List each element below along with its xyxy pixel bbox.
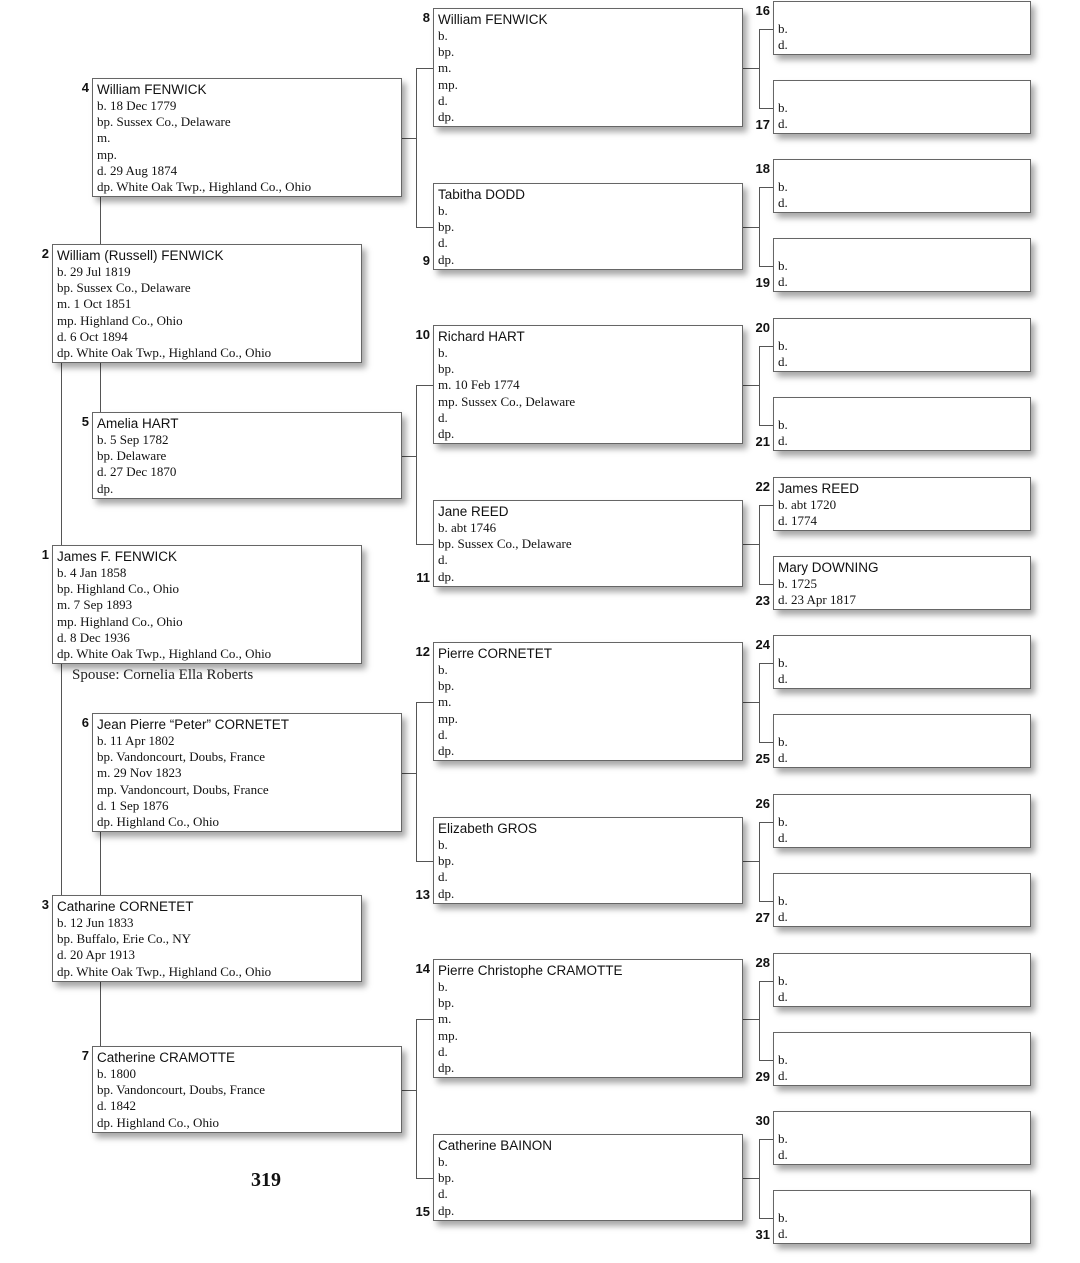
person-name [778, 400, 1026, 417]
person-name: William (Russell) FENWICK [57, 248, 224, 263]
person-name: Mary DOWNING [778, 560, 879, 575]
person-fact: b. [778, 1131, 788, 1146]
person-box-19 [773, 238, 1031, 292]
connector-line [759, 742, 773, 743]
person-name: Richard HART [438, 329, 525, 344]
person-fact: d. [438, 1043, 448, 1059]
spouse-note: Spouse: Cornelia Ella Roberts [72, 667, 254, 683]
person-box-5 [92, 412, 402, 499]
ahnentafel-number: 19 [755, 275, 770, 290]
person-box-20 [773, 318, 1031, 372]
person-fact: bp. Sussex Co., Delaware [97, 114, 231, 130]
ahnentafel-number: 8 [422, 10, 430, 25]
person-fact: bp. [438, 995, 455, 1011]
person-fact: bp. [438, 361, 455, 377]
ahnentafel-number: 16 [755, 3, 770, 18]
person-fact: b. 5 Sep 1782 [97, 432, 169, 447]
person-fact: dp. [438, 1060, 455, 1076]
connector-line [759, 663, 760, 743]
person-fact: bp. Vandoncourt, Doubs, France [97, 1082, 266, 1098]
connector-line [61, 363, 62, 545]
person-fact: d. 6 Oct 1894 [57, 328, 128, 344]
connector-line [416, 1019, 417, 1179]
person-fact: b. [438, 979, 448, 994]
connector-line [416, 1178, 433, 1179]
ahnentafel-number: 22 [755, 479, 770, 494]
connector-line [743, 68, 759, 69]
person-fact: m. [438, 60, 452, 76]
person-box-15 [433, 1134, 743, 1221]
person-fact: d. [778, 37, 788, 52]
ahnentafel-number: 20 [755, 320, 770, 335]
connector-line [416, 702, 433, 703]
person-box-25 [773, 714, 1031, 768]
person-fact: bp. Sussex Co., Delaware [57, 280, 191, 296]
person-name [778, 1193, 1026, 1210]
ahnentafel-number: 11 [416, 570, 430, 585]
ahnentafel-number: 29 [755, 1069, 770, 1084]
person-fact: b. 18 Dec 1779 [97, 98, 177, 113]
person-fact: b. abt 1746 [438, 520, 497, 535]
person-fact: d. [778, 989, 788, 1004]
person-box-30 [773, 1111, 1031, 1165]
person-box-22 [773, 477, 1031, 531]
person-fact: d. [438, 92, 448, 108]
person-name [778, 83, 1026, 100]
person-box-12 [433, 642, 743, 761]
connector-line [759, 901, 773, 902]
person-fact: d. [778, 830, 788, 845]
person-name: Elizabeth GROS [438, 821, 538, 836]
person-fact: b. [438, 837, 448, 852]
person-name: Jane REED [438, 504, 509, 519]
connector-line [759, 1060, 773, 1061]
ahnentafel-number: 27 [755, 910, 770, 925]
person-fact: b. [778, 814, 788, 829]
connector-line [759, 822, 773, 823]
person-fact: dp. [438, 1202, 455, 1218]
person-name: Jean Pierre “Peter” CORNETET [97, 717, 290, 732]
connector-line [759, 1139, 760, 1219]
person-fact: d. [778, 274, 788, 289]
person-fact: mp. [97, 146, 117, 162]
person-name: William FENWICK [438, 12, 548, 27]
person-fact: mp. Highland Co., Ohio [57, 312, 183, 328]
person-name [778, 956, 1026, 973]
person-fact: d. [778, 1147, 788, 1162]
person-fact: b. 1725 [778, 576, 817, 591]
connector-line [402, 456, 416, 457]
person-box-27 [773, 873, 1031, 927]
connector-line [759, 822, 760, 902]
person-fact: d. [778, 354, 788, 369]
ahnentafel-number: 13 [415, 887, 430, 902]
person-name: Pierre CORNETET [438, 646, 553, 661]
ahnentafel-number: 28 [755, 955, 770, 970]
person-fact: d. [778, 750, 788, 765]
ahnentafel-number: 10 [415, 327, 430, 342]
person-fact: b. [778, 973, 788, 988]
person-fact: mp. Vandoncourt, Doubs, France [97, 781, 269, 797]
connector-line [759, 266, 773, 267]
person-fact: b. 1800 [97, 1066, 136, 1081]
person-fact: b. [438, 345, 448, 360]
connector-line [759, 505, 760, 585]
connector-line [743, 861, 759, 862]
person-fact: b. [778, 338, 788, 353]
person-box-7 [92, 1046, 402, 1133]
person-fact: b. abt 1720 [778, 497, 837, 512]
person-fact: d. [438, 552, 448, 568]
page-number: 319 [251, 1169, 281, 1191]
connector-line [402, 138, 416, 139]
connector-line [743, 702, 759, 703]
person-box-6 [92, 713, 402, 832]
person-fact: b. [778, 417, 788, 432]
person-fact: mp. [438, 76, 458, 92]
connector-line [416, 1019, 433, 1020]
connector-line [416, 385, 417, 545]
person-box-29 [773, 1032, 1031, 1086]
person-fact: bp. [438, 219, 455, 235]
person-fact: b. [778, 21, 788, 36]
ahnentafel-number: 31 [755, 1227, 770, 1242]
person-box-8 [433, 8, 743, 127]
person-box-11 [433, 500, 743, 587]
connector-line [743, 544, 759, 545]
person-name [778, 876, 1026, 893]
person-fact: dp. White Oak Twp., Highland Co., Ohio [57, 345, 272, 361]
person-name: Catherine BAINON [438, 1138, 553, 1153]
person-box-3 [52, 895, 362, 982]
person-name: Pierre Christophe CRAMOTTE [438, 963, 623, 978]
person-fact: d. [778, 909, 788, 924]
connector-line [743, 385, 759, 386]
connector-line [759, 1218, 773, 1219]
person-fact: b. 11 Apr 1802 [97, 733, 175, 748]
ahnentafel-number: 9 [422, 253, 430, 268]
person-box-16 [773, 1, 1031, 55]
person-fact: mp. [438, 710, 458, 726]
person-fact: bp. Delaware [97, 448, 167, 464]
person-fact: d. 27 Dec 1870 [97, 464, 177, 480]
person-fact: b. [438, 1154, 448, 1169]
person-fact: d. 23 Apr 1817 [778, 592, 856, 607]
person-name [778, 321, 1026, 338]
person-fact: mp. [438, 1027, 458, 1043]
connector-line [759, 505, 773, 506]
person-box-28 [773, 953, 1031, 1007]
person-fact: bp. Vandoncourt, Doubs, France [97, 749, 266, 765]
person-fact: mp. Sussex Co., Delaware [438, 393, 576, 409]
connector-line [416, 702, 417, 862]
person-name [778, 162, 1026, 179]
person-box-18 [773, 159, 1031, 213]
person-name [778, 4, 1026, 21]
person-fact: d. [778, 195, 788, 210]
person-fact: d. [778, 433, 788, 448]
ahnentafel-number: 14 [415, 961, 430, 976]
connector-line [759, 108, 773, 109]
person-box-24 [773, 635, 1031, 689]
person-name: William FENWICK [97, 82, 207, 97]
ahnentafel-number: 24 [755, 637, 770, 652]
connector-line [743, 1178, 759, 1179]
ahnentafel-number: 12 [415, 644, 430, 659]
person-fact: m. [438, 694, 452, 710]
person-fact: b. [778, 100, 788, 115]
person-box-2 [52, 244, 362, 363]
connector-line [759, 346, 760, 426]
person-fact: b. 29 Jul 1819 [57, 264, 131, 279]
person-fact: dp. [438, 109, 455, 125]
person-fact: d. 1842 [97, 1098, 136, 1114]
person-fact: b. [778, 179, 788, 194]
person-name [778, 717, 1026, 734]
person-fact: bp. [438, 678, 455, 694]
connector-line [416, 544, 433, 545]
ahnentafel-number: 23 [755, 593, 770, 608]
connector-line [759, 346, 773, 347]
person-fact: b. [438, 662, 448, 677]
connector-line [416, 68, 433, 69]
person-fact: b. [778, 1210, 788, 1225]
connector-line [416, 385, 433, 386]
person-fact: b. 12 Jun 1833 [57, 915, 134, 930]
person-fact: dp. [438, 426, 455, 442]
connector-line [743, 1019, 759, 1020]
person-box-23 [773, 556, 1031, 610]
person-fact: b. 4 Jan 1858 [57, 565, 127, 580]
connector-line [759, 981, 760, 1061]
person-box-17 [773, 80, 1031, 134]
person-box-26 [773, 794, 1031, 848]
connector-line [759, 1139, 773, 1140]
ahnentafel-number: 4 [81, 80, 89, 95]
person-fact: d. [438, 235, 448, 251]
person-fact: m. 7 Sep 1893 [57, 597, 133, 613]
person-fact: dp. White Oak Twp., Highland Co., Ohio [57, 963, 272, 979]
connector-line [759, 981, 773, 982]
person-name: Tabitha DODD [438, 187, 526, 202]
person-fact: d. 8 Dec 1936 [57, 629, 130, 645]
person-fact: bp. [438, 853, 455, 869]
ahnentafel-number: 25 [755, 751, 770, 766]
connector-line [759, 187, 760, 267]
person-fact: dp. [438, 568, 455, 584]
person-fact: d. [438, 869, 448, 885]
person-fact: dp. [438, 743, 455, 759]
person-name [778, 638, 1026, 655]
person-box-31 [773, 1190, 1031, 1244]
person-fact: bp. Sussex Co., Delaware [438, 536, 572, 552]
person-fact: dp. Highland Co., Ohio [97, 1114, 220, 1130]
connector-line [100, 363, 101, 412]
person-fact: dp. [438, 885, 455, 901]
person-fact: d. [778, 671, 788, 686]
person-fact: d. [438, 1186, 448, 1202]
person-fact: m. [97, 130, 111, 146]
person-fact: dp. White Oak Twp., Highland Co., Ohio [57, 646, 272, 662]
person-fact: b. [778, 734, 788, 749]
person-name [778, 797, 1026, 814]
connector-line [759, 187, 773, 188]
person-fact: bp. Highland Co., Ohio [57, 581, 180, 597]
connector-line [759, 29, 773, 30]
person-fact: d. 1 Sep 1876 [97, 797, 169, 813]
ahnentafel-number: 26 [755, 796, 770, 811]
person-fact: b. [778, 655, 788, 670]
person-fact: bp. [438, 1170, 455, 1186]
ahnentafel-number: 3 [41, 897, 49, 912]
person-box-9 [433, 183, 743, 270]
person-name: Catharine CORNETET [57, 899, 194, 914]
person-fact: d. 20 Apr 1913 [57, 947, 135, 963]
connector-line [743, 227, 759, 228]
person-fact: d. [778, 1226, 788, 1241]
person-fact: d. [438, 409, 448, 425]
person-fact: dp. Highland Co., Ohio [97, 814, 220, 830]
ahnentafel-number: 1 [41, 547, 49, 562]
person-name [778, 1114, 1026, 1131]
person-fact: dp. [97, 480, 114, 496]
person-fact: b. [778, 258, 788, 273]
connector-line [402, 773, 416, 774]
person-box-10 [433, 325, 743, 444]
person-fact: d. [438, 726, 448, 742]
person-name: James F. FENWICK [57, 549, 178, 564]
person-fact: b. [778, 893, 788, 908]
ahnentafel-number: 6 [81, 715, 89, 730]
connector-line [416, 861, 433, 862]
connector-line [759, 29, 760, 109]
person-fact: m. 10 Feb 1774 [438, 377, 520, 393]
connector-line [416, 68, 417, 228]
person-fact: b. [438, 203, 448, 218]
person-name [778, 241, 1026, 258]
connector-line [416, 227, 433, 228]
ahnentafel-number: 21 [755, 434, 770, 449]
connector-line [61, 664, 62, 895]
connector-line [759, 425, 773, 426]
person-fact: d. [778, 1068, 788, 1083]
ahnentafel-number: 17 [755, 117, 770, 132]
person-fact: b. [778, 1052, 788, 1067]
connector-line [759, 663, 773, 664]
person-fact: b. [438, 28, 448, 43]
person-name: Amelia HART [97, 416, 179, 431]
connector-line [402, 1090, 416, 1091]
person-box-4 [92, 78, 402, 197]
person-fact: m. 29 Nov 1823 [97, 765, 182, 781]
connector-line [100, 832, 101, 895]
ahnentafel-number: 2 [41, 246, 49, 261]
person-fact: d. 1774 [778, 513, 817, 528]
connector-line [100, 197, 101, 244]
person-fact: m. [438, 1011, 452, 1027]
person-fact: bp. Buffalo, Erie Co., NY [57, 931, 192, 947]
ahnentafel-number: 30 [755, 1113, 770, 1128]
person-name [778, 1035, 1026, 1052]
ahnentafel-number: 7 [81, 1048, 89, 1063]
person-name: James REED [778, 481, 860, 496]
person-fact: m. 1 Oct 1851 [57, 296, 132, 312]
connector-line [100, 982, 101, 1046]
ahnentafel-number: 18 [755, 161, 770, 176]
person-fact: mp. Highland Co., Ohio [57, 613, 183, 629]
person-fact: d. [778, 116, 788, 131]
person-box-14 [433, 959, 743, 1078]
connector-line [759, 584, 773, 585]
person-box-21 [773, 397, 1031, 451]
person-fact: dp. [438, 251, 455, 267]
ahnentafel-number: 15 [415, 1204, 430, 1219]
ahnentafel-number: 5 [81, 414, 89, 429]
person-box-1 [52, 545, 362, 664]
person-box-13 [433, 817, 743, 904]
person-fact: bp. [438, 44, 455, 60]
person-fact: dp. White Oak Twp., Highland Co., Ohio [97, 179, 312, 195]
person-name: Catherine CRAMOTTE [97, 1050, 236, 1065]
person-fact: d. 29 Aug 1874 [97, 162, 178, 178]
